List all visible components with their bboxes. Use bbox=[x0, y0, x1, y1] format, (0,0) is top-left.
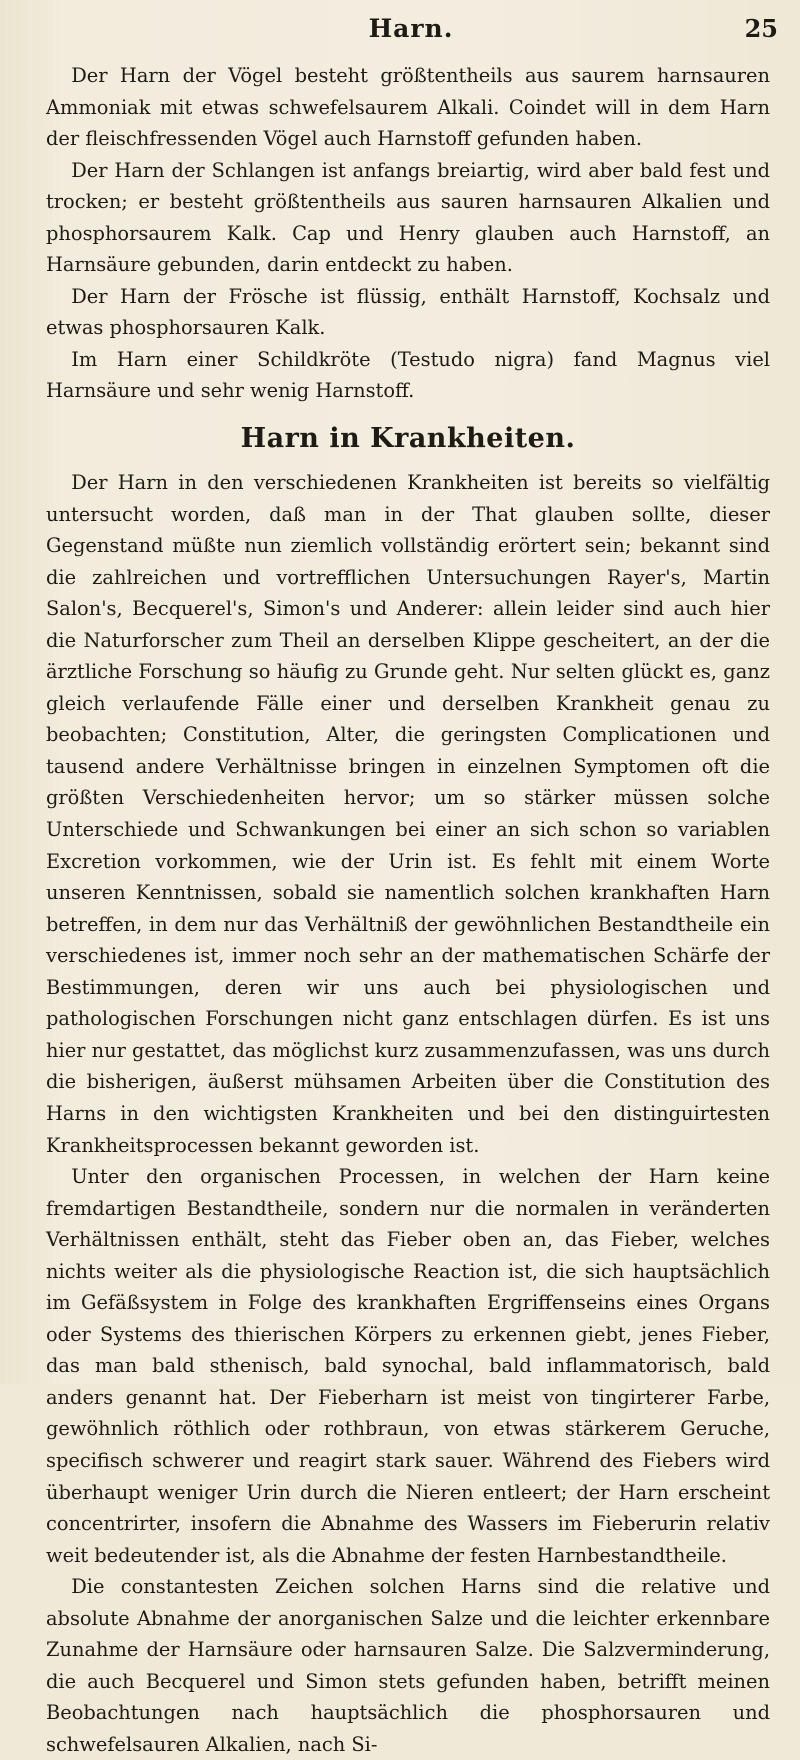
paragraph-birds: Der Harn der Vögel besteht größtentheils aus saurem harnsauren Ammoniak mit etwas schwefelsaurem Alkali. Coindet will in dem Harn der fleischfressenden Vögel auch Harnstoff gefunden haben. bbox=[46, 64, 770, 151]
section-heading: Harn in Krankheiten. bbox=[240, 423, 576, 455]
page-header bbox=[44, 14, 778, 46]
body-text bbox=[46, 60, 770, 1760]
paragraph-frogs: Der Harn der Frösche ist flüssig, enthält Harnstoff, Kochsalz und etwas phosphorsauren Kalk. bbox=[46, 284, 770, 340]
page-number: 25 bbox=[744, 14, 778, 43]
paragraph-fever: Unter den organischen Processen, in welchen der Harn keine fremdartigen Bestandtheile, sondern nur die normalen in veränderten Verhältnissen enthält, steht das Fieber oben an, das Fieber, welches nichts weiter als die physiologische Reaction ist, die sich hauptsächlich im Gefäßsystem in Folge des krankhaften Ergriffenseins eines Organs oder Systems des thierischen Körpers zu erkennen giebt, jenes Fieber, das man bald sthenisch, bald synochal, bald inflammatorisch, bald anders genannt hat. Der Fieberharn ist meist von tingirterer Farbe, gewöhnlich röthlich oder rothbraun, von etwas stärkerem Geruche, specifisch schwerer und reagirt stark sauer. Während des Fiebers wird überhaupt weniger Urin durch die Nieren entleert; der Harn erscheint concentrirter, insofern die Abnahme des Wassers im Fieberurin relativ weit bedeutender ist, als die Abnahme der festen Harnbestandtheile. bbox=[46, 1165, 770, 1567]
paragraph-tortoise: Im Harn einer Schildkröte (Testudo nigra) fand Magnus viel Harnsäure und sehr wenig Harnstoff. bbox=[46, 347, 770, 403]
running-title: Harn. bbox=[368, 14, 454, 43]
paragraph-snakes: Der Harn der Schlangen ist anfangs breiartig, wird aber bald fest und trocken; er besteht größtentheils aus sauren harnsauren Alkalien und phosphorsaurem Kalk. Cap und Henry glauben auch Harnstoff, an Harnsäure gebunden, darin entdeckt zu haben. bbox=[46, 158, 770, 277]
paragraph-diseases-intro: Der Harn in den verschiedenen Krankheiten ist bereits so vielfältig untersucht worden, daß man in der That glauben sollte, dieser Gegenstand müßte nun ziemlich vollständig erörtert sein; bekannt sind die zahlreichen und vortrefflichen Untersuchungen Rayer's, Martin Salon's, Becquerel's, Simon's und Anderer: allein leider sind auch hier die Naturforscher zum Theil an derselben Klippe gescheitert, an der die ärztliche Forschung so häufig zu Grunde geht. Nur selten glückt es, ganz gleich verlaufende Fälle einer und derselben Krankheit genau zu beobachten; Constitution, Alter, die geringsten Complicationen und tausend andere Verhältnisse bringen in einzelnen Symptomen oft die größten Verschiedenheiten hervor; um so stärker müssen solche Unterschiede und Schwankungen bei einer an sich schon so variablen Excretion vorkommen, wie der Urin ist. Es fehlt mit einem Worte unseren Kenntnissen, sobald sie namentlich solchen krankhaften Harn betreffen, in dem nur das Verhältniß der gewöhnlichen Bestandtheile ein verschiedenes ist, immer noch sehr an der mathematischen Schärfe der Bestimmungen, deren wir uns auch bei physiologischen und pathologischen Forschungen nicht ganz entschlagen dürfen. Es ist uns hier nur gestattet, das möglichst kurz zusammenzufassen, was uns durch die bisherigen, äußerst mühsamen Arbeiten über die Constitution des Harns in den wichtigsten Krankheiten und bei den distinguirtesten Krankheitsprocessen bekannt geworden ist. bbox=[46, 471, 770, 1157]
paragraph-signs: Die constantesten Zeichen solchen Harns sind die relative und absolute Abnahme der anorganischen Salze und die leichter erkennbare Zunahme der Harnsäure oder harnsauren Salze. Die Salzverminderung, die auch Becquerel und Simon stets gefunden haben, betrifft meinen Beobachtungen nach hauptsächlich die phosphorsauren und schwefelsauren Alkalien, nach Si- bbox=[46, 1575, 770, 1756]
